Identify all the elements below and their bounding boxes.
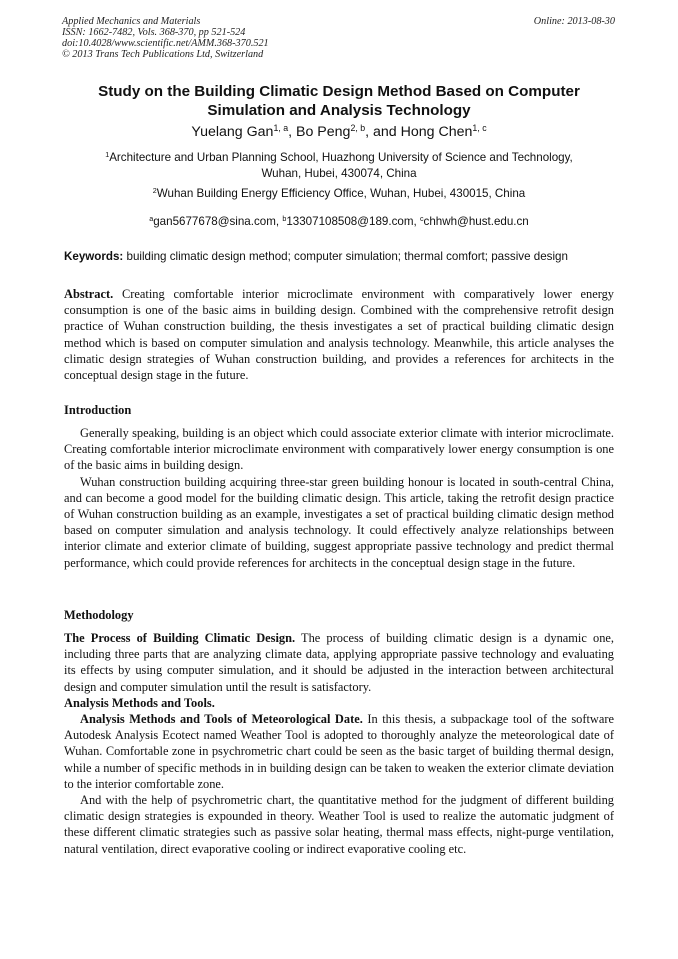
email-c: chhwh@hust.edu.cn bbox=[423, 215, 529, 228]
journal-header bbox=[62, 16, 269, 60]
keywords-text: building climatic design method; computer simulation; thermal comfort; passive design bbox=[123, 250, 568, 263]
intro-paragraph-1: Generally speaking, building is an object which could associate exterior climate with interior microclimate. Creating comfortable interior microclimate environment with comparatively lower energy consumption is one of the basic aims in building design. bbox=[64, 426, 614, 473]
introduction-heading: Introduction bbox=[64, 403, 132, 417]
title-line-1: Study on the Building Climatic Design Method Based on Computer bbox=[98, 83, 580, 100]
title-line-2: Simulation and Analysis Technology bbox=[207, 102, 471, 119]
affil-2-text: Wuhan Building Energy Efficiency Office, Wuhan, Hubei, 430015, China bbox=[156, 187, 526, 200]
affil-1-number: 1 bbox=[105, 149, 110, 159]
email-b: 13307108508@189.com, bbox=[286, 215, 420, 228]
author-affil-sup: 1, a bbox=[273, 122, 289, 133]
intro-paragraph-2: Wuhan construction building acquiring three-star green building honour is located in south-central China, and can become a good model for the building climatic design. This article, taking the retrofit design practice of Wuhan construction building as an example, investigates a set of practical building climatic design method based on computer simulation and analysis technology. It could effectively analyze relationships between interior climate and exterior climate of building, suggest appropriate passive technology and predict thermal performance, which could provide references for architects in the conceptual design stage in the future. bbox=[64, 474, 614, 570]
issn-line: ISSN: 1662-7482, Vols. 368-370, pp 521-524 bbox=[62, 27, 246, 38]
affil-1-line-2: Wuhan, Hubei, 430074, China bbox=[261, 167, 417, 180]
methodology-heading: Methodology bbox=[64, 608, 134, 622]
author-affil-sup: 1, c bbox=[472, 122, 487, 133]
journal-name: Applied Mechanics and Materials bbox=[62, 16, 201, 27]
affil-2-number: 2 bbox=[152, 185, 157, 195]
email-sup: c bbox=[419, 213, 424, 223]
email-a: gan5677678@sina.com, bbox=[153, 215, 283, 228]
meteo-text: In this thesis, a subpackage tool of the software Autodesk Analysis Ecotect named Weather Tool is adopted to thoroughly analyze the meteorological date of Wuhan. Comfortable zone in psychrometric chart could be seen as the basic target of building thermal design, while a number of specific methods in in building design can be taken to weaken the exterior climate deviation to the interior comfortable zone. bbox=[64, 712, 614, 791]
email-list bbox=[60, 214, 618, 230]
introduction-body bbox=[64, 425, 614, 571]
author-sep: , and bbox=[365, 124, 401, 140]
process-text: The process of building climatic design is a dynamic one, including three parts that are analyzing climate data, applying appropriate passive technology and evaluating its effects by using computer simulation, and it should be adjusted in the interaction between architectural design and computer simulation until the result is satisfactory. bbox=[64, 631, 614, 694]
abstract-text: Creating comfortable interior microclimate environment with comparatively lower energy consumption is one of the basic aims in building design. Combined with the comprehensive retrofit design practice of Wuhan construction building, the thesis investigates a set of practical building climatic design method which is based on computer simulation and analysis technology. Meanwhile, this article analyses the climatic design strategies of Wuhan construction building, and provides a references for architects in the conceptual design stage in the future. bbox=[64, 287, 614, 383]
abstract bbox=[64, 286, 614, 383]
email-sup: a bbox=[149, 213, 154, 223]
email-sup: b bbox=[282, 213, 287, 223]
paper-title bbox=[60, 82, 618, 120]
affil-1-line-1: Architecture and Urban Planning School, Huazhong University of Science and Technology, bbox=[109, 151, 573, 164]
author-sep: , bbox=[288, 124, 297, 140]
keywords-label: Keywords: bbox=[64, 250, 124, 263]
author-affil-sup: 2, b bbox=[350, 122, 366, 133]
analysis-subheading: Analysis Methods and Tools. bbox=[64, 695, 215, 710]
affiliation-2 bbox=[60, 186, 618, 202]
doi-line: doi:10.4028/www.scientific.net/AMM.368-370.521 bbox=[62, 38, 269, 49]
psychrometric-paragraph: And with the help of psychrometric chart, the quantitative method for the judgment of different building climatic design strategies is expounded in theory. Weather Tool is used to realize the automatic judgment of these different climatic strategies such as passive solar heating, thermal mass effects, night-purge ventilation, natural ventilation, direct evaporative cooling or indirect evaporative cooling etc. bbox=[64, 793, 614, 856]
abstract-label: Abstract. bbox=[64, 287, 114, 301]
process-label: The Process of Building Climatic Design. bbox=[64, 631, 296, 645]
keywords bbox=[64, 250, 624, 263]
affiliation-1 bbox=[60, 150, 618, 182]
online-date: Online: 2013-08-30 bbox=[533, 16, 615, 27]
author-name: Bo Peng bbox=[296, 124, 351, 140]
author-name: Yuelang Gan bbox=[191, 124, 274, 140]
author-list bbox=[60, 124, 618, 140]
methodology-body bbox=[64, 630, 614, 857]
copyright-line: © 2013 Trans Tech Publications Ltd, Switzerland bbox=[62, 49, 264, 60]
meteo-label: Analysis Methods and Tools of Meteorological Date. bbox=[80, 712, 363, 727]
author-name: Hong Chen bbox=[400, 124, 473, 140]
